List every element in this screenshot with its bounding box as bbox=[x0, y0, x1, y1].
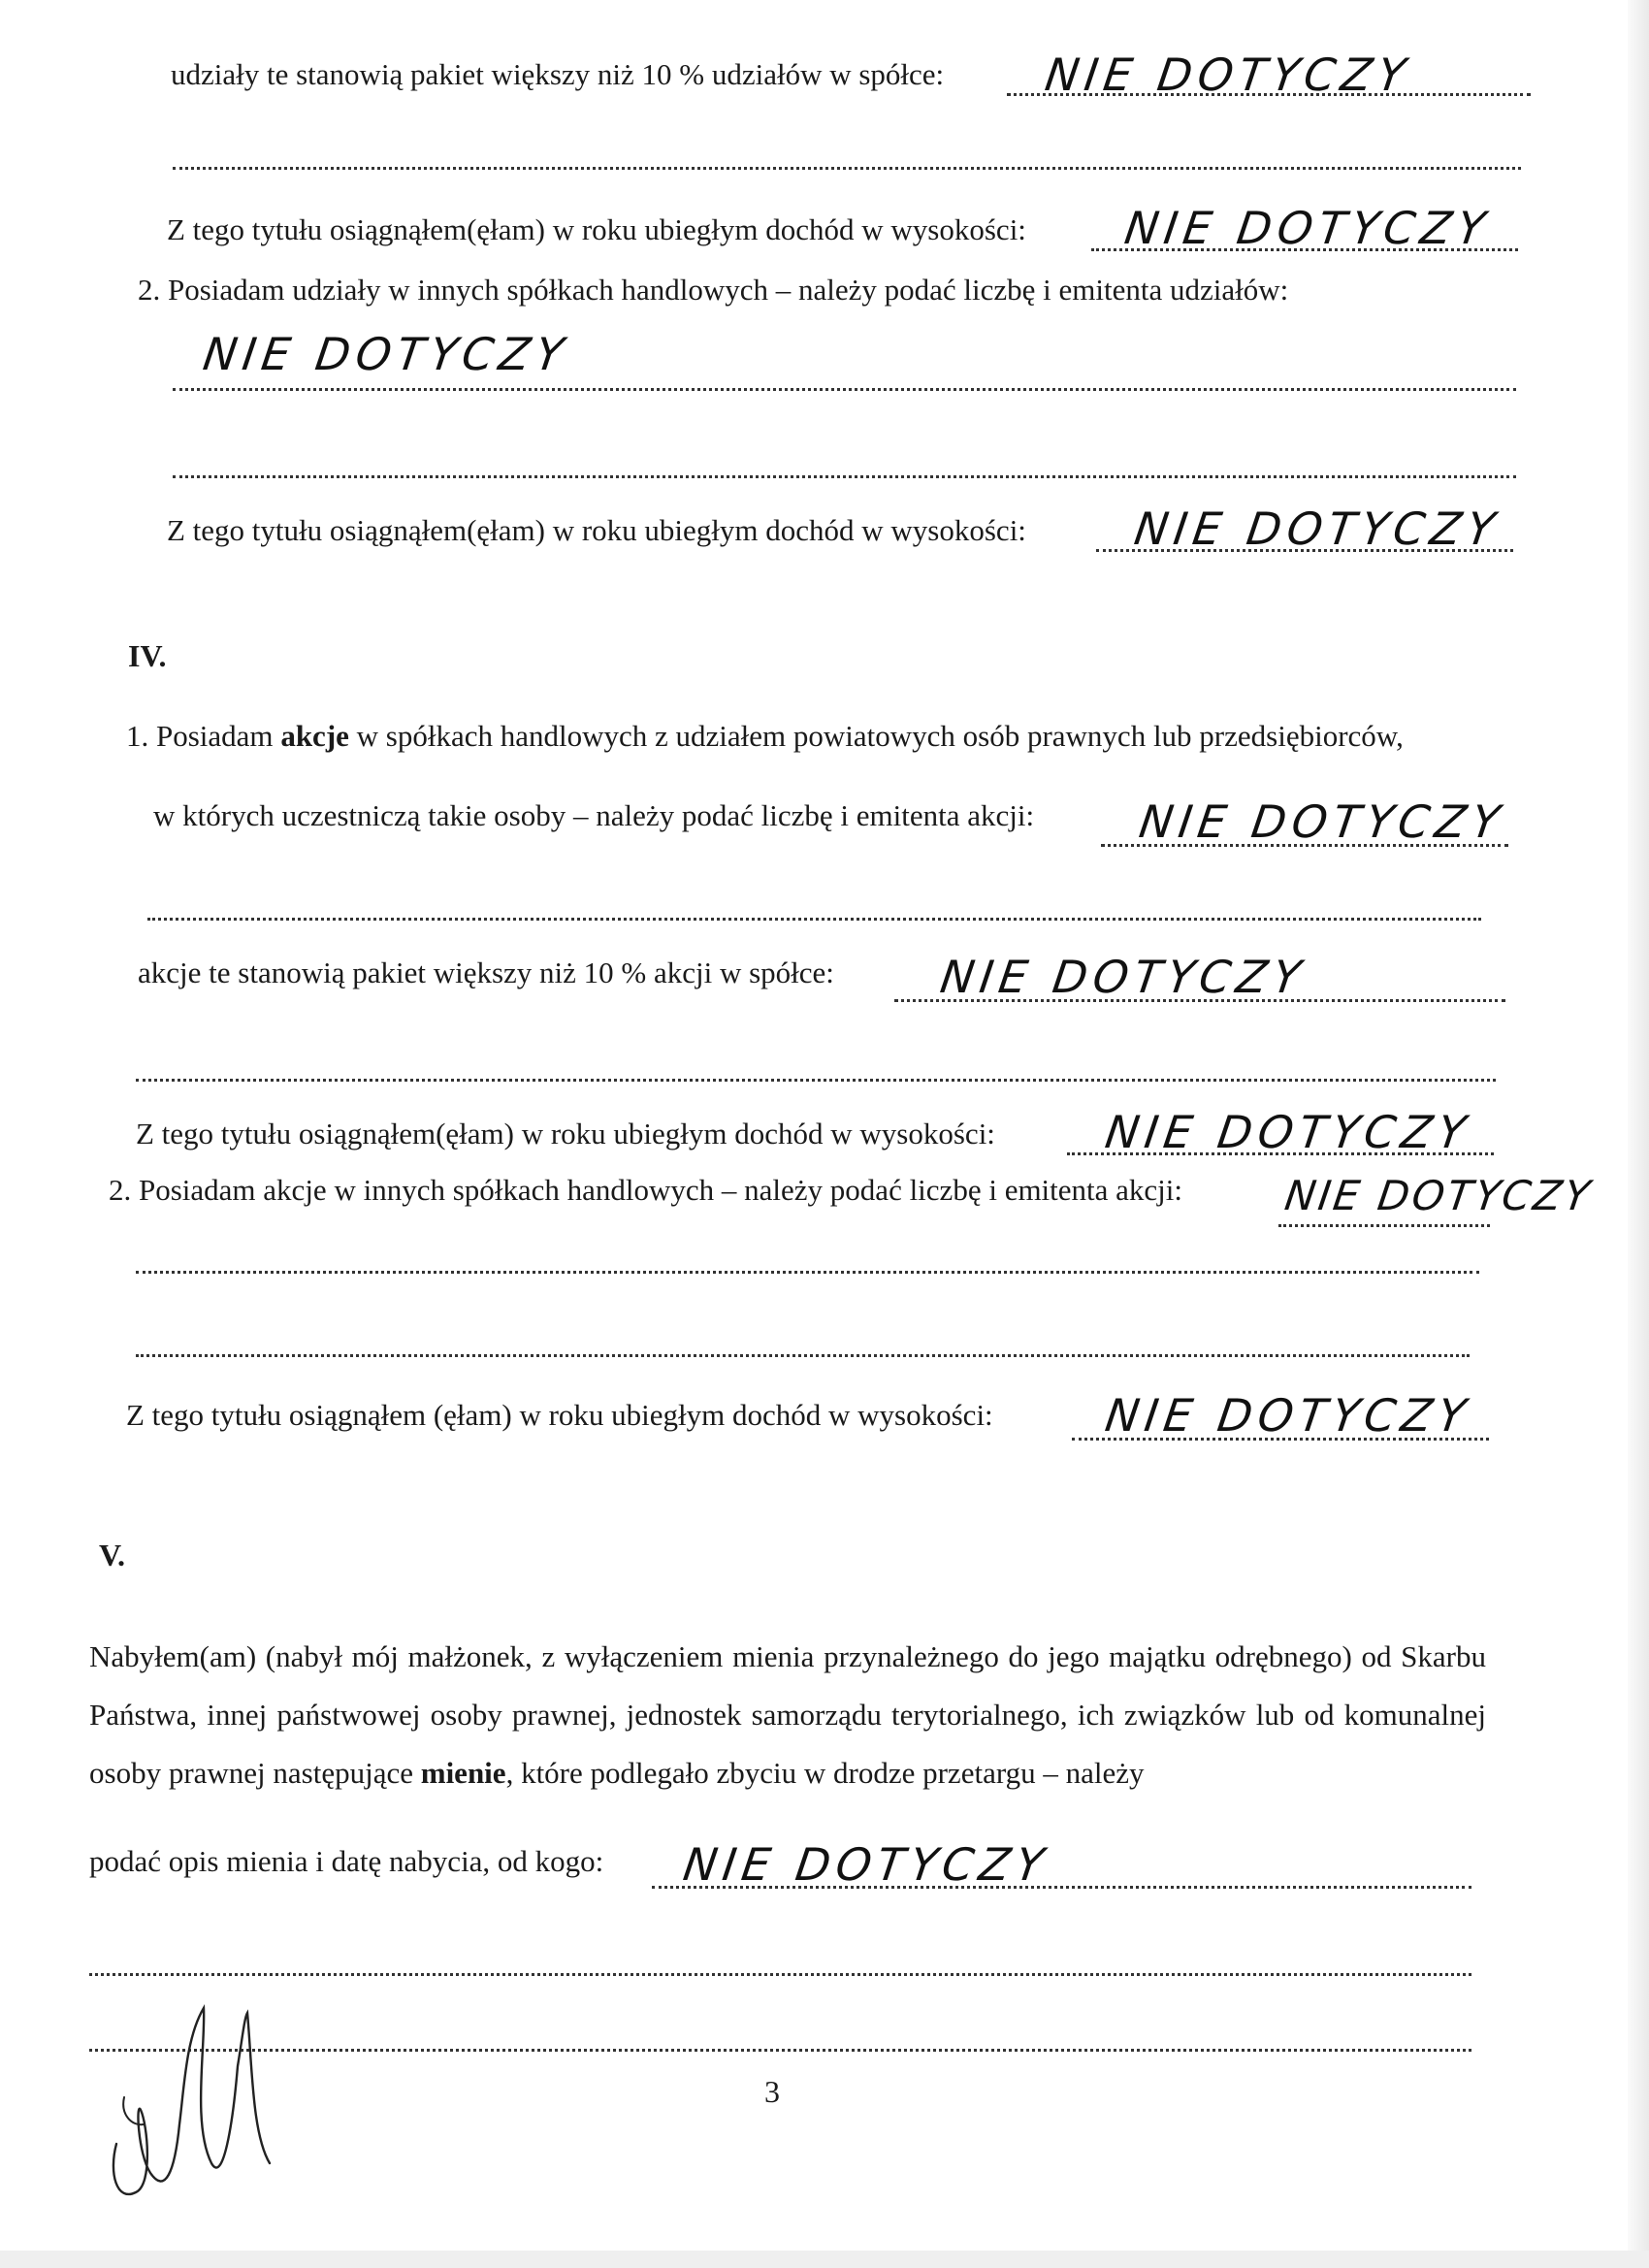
pct-label: akcje te stanowią pakiet większy niż 10 % akcji w spółce: bbox=[138, 956, 834, 989]
fill-line bbox=[147, 918, 1481, 921]
fill-line bbox=[89, 1973, 1471, 1976]
fill-line bbox=[89, 2049, 1471, 2052]
text-span: w spółkach handlowych z udziałem powiatowych osób prawnych lub przedsiębiorców, bbox=[348, 719, 1404, 753]
share-pct-label: udziały te stanowią pakiet większy niż 10 % udziałów w spółce: bbox=[171, 57, 945, 91]
fill-line bbox=[136, 1354, 1470, 1357]
fill-line bbox=[136, 1271, 1479, 1274]
item2-label: 2. Posiadam udziały w innych spółkach handlowych – należy podać liczbę i emitenta udziałów: bbox=[138, 273, 1289, 307]
bold-keyword: akcje bbox=[280, 719, 349, 753]
text-span: Nabyłem(am) (nabył mój małżonek, z wyłączeniem mienia przynależnego do jego majątku odrębnego) od Skarbu Państwa, innej państwowej osoby prawnej, jednostek samorządu terytorialnego, ich związków lub od komunalnej osoby prawnej następujące bbox=[89, 1639, 1486, 1790]
section-heading-v: V. bbox=[99, 1538, 125, 1572]
scan-edge-right bbox=[1628, 0, 1649, 2268]
item1-text bbox=[126, 718, 1404, 755]
handwritten-answer: NIE DOTYCZY bbox=[680, 1838, 1053, 1891]
handwritten-answer: NIE DOTYCZY bbox=[1281, 1172, 1596, 1219]
income-label: Z tego tytułu osiągnąłem(ęłam) w roku ubiegłym dochód w wysokości: bbox=[136, 1117, 995, 1150]
handwritten-answer: NIE DOTYCZY bbox=[200, 328, 573, 380]
item1-line2: w których uczestniczą takie osoby – należy podać liczbę i emitenta akcji: bbox=[153, 798, 1035, 832]
fill-line bbox=[173, 388, 1516, 391]
handwritten-answer: NIE DOTYCZY bbox=[1102, 1389, 1475, 1442]
income-label: Z tego tytułu osiągnąłem (ęłam) w roku ubiegłym dochód w wysokości: bbox=[126, 1398, 993, 1432]
handwritten-answer: NIE DOTYCZY bbox=[1102, 1106, 1475, 1158]
scan-edge-bottom bbox=[0, 2251, 1649, 2268]
fill-line bbox=[1278, 1224, 1490, 1227]
fill-line bbox=[173, 167, 1521, 170]
handwritten-answer: NIE DOTYCZY bbox=[1042, 49, 1415, 101]
section5-last-line: podać opis mienia i datę nabycia, od kogo: bbox=[89, 1844, 604, 1878]
page-number: 3 bbox=[764, 2074, 780, 2109]
handwritten-answer: NIE DOTYCZY bbox=[1136, 795, 1509, 848]
handwritten-answer: NIE DOTYCZY bbox=[1121, 202, 1495, 254]
text-span: , które podlegało zbyciu w drodze przetargu – należy bbox=[505, 1756, 1145, 1790]
text-span: 1. Posiadam bbox=[126, 719, 281, 753]
fill-line bbox=[173, 475, 1516, 478]
signature-mark bbox=[97, 1979, 291, 2212]
income-label: Z tego tytułu osiągnąłem(ęłam) w roku ubiegłym dochód w wysokości: bbox=[167, 513, 1026, 547]
income-label: Z tego tytułu osiągnąłem(ęłam) w roku ubiegłym dochód w wysokości: bbox=[167, 212, 1026, 246]
bold-keyword: mienie bbox=[420, 1756, 506, 1790]
handwritten-answer: NIE DOTYCZY bbox=[1131, 502, 1504, 555]
handwritten-answer: NIE DOTYCZY bbox=[937, 951, 1310, 1003]
section-heading-iv: IV. bbox=[128, 638, 167, 673]
fill-line bbox=[136, 1079, 1496, 1082]
section5-paragraph bbox=[89, 1628, 1486, 1802]
item2-label: 2. Posiadam akcje w innych spółkach handlowych – należy podać liczbę i emitenta akcji: bbox=[109, 1173, 1183, 1207]
